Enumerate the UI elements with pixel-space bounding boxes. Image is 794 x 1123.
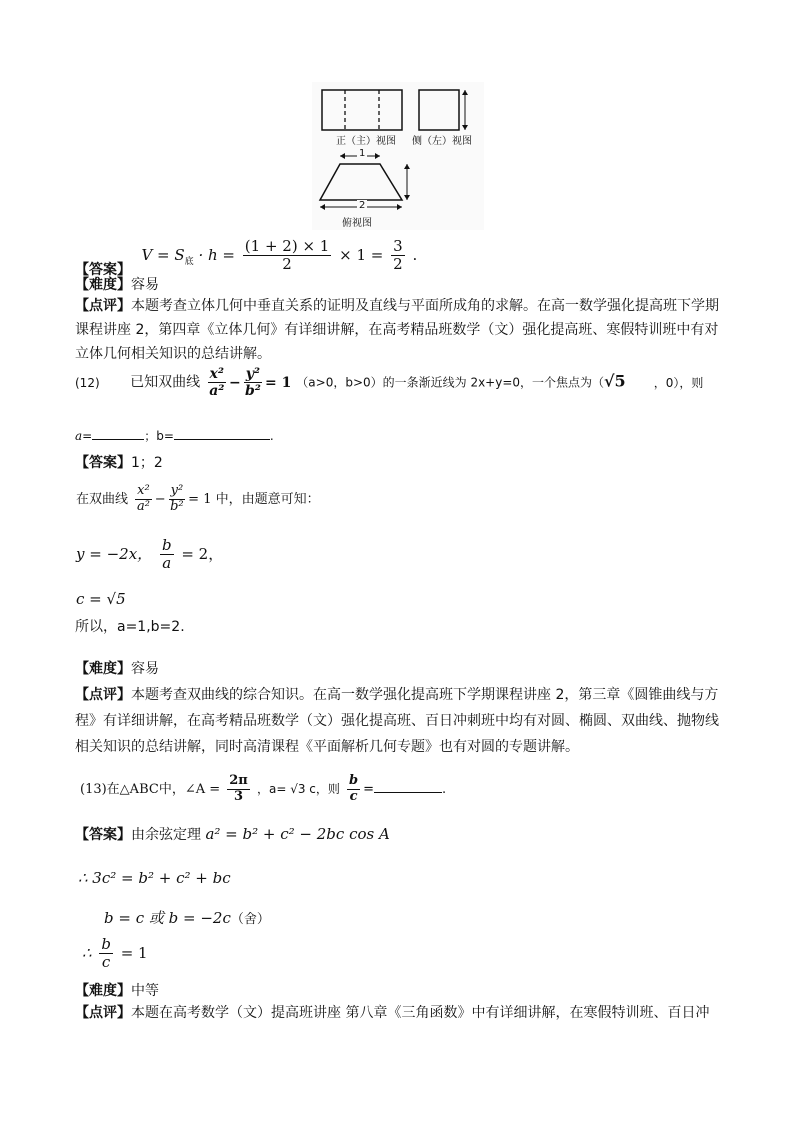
top-view-trapezoid (320, 164, 402, 200)
bottom-dim-arrow-left (320, 204, 325, 210)
q12-difficulty: 【难度】容易 (75, 661, 159, 677)
q13-comment: 【点评】本题在高考数学（文）提高班讲座 第八章《三角函数》中有详细讲解，在寒假特训班、百日冲 (75, 1005, 710, 1021)
q12-fill-line: a= ；b= . (75, 429, 274, 443)
side-view-label: 侧（左）视图 (412, 136, 472, 147)
hyperbola-equation: $\frac{\text{x²}}{\text{a²}}$ − $\frac{\text{y²}}{\text{b²}}$ = 1 (209, 366, 292, 400)
top-right-arrow-top (404, 164, 410, 169)
q13-stem: (13)在△ABC中，∠A = $\frac{2\pi}{3}$ ，a= √3 c，则 $\frac{b}{c}$ = . (80, 773, 447, 804)
q13-solution-line3: b = c 或 b = −2c（舍） (104, 909, 270, 927)
top-dim-arrow-left (340, 153, 345, 159)
q12-solution-line2: y = −2x， $\frac{b}{a}$ = 2， (76, 536, 224, 573)
front-view-rect (322, 90, 402, 130)
q13-difficulty: 【难度】中等 (75, 983, 159, 999)
q12-solution-line1: 在双曲线 $\frac{\text{x²}}{\text{a²}}$ − $\frac{\text{y²}}{\text{b²}}$ = 1 中，由题意可知： (76, 483, 320, 514)
top-right-arrow-bottom (404, 195, 410, 200)
q12-stem: (12) 已知双曲线 $\frac{\text{x²}}{\text{a²}}$ − $\frac{\text{y²}}{\text{b²}}$ = 1 （a>0，b>0）的一条渐近线为 2x+y=0，一个焦点为（√5 ，0），则 (75, 366, 704, 400)
volume-formula: $V = S_底 \cdot h$ = $\frac{(1 + 2) \times 1}{2}$ × 1 = $\frac{3}{2}$ . (141, 237, 418, 274)
question-number: (12) (75, 375, 100, 390)
q12-answer: 【答案】1；2 (75, 455, 163, 471)
q12-solution-line3: c = √5 (76, 590, 126, 608)
side-dim-arrow-bottom (462, 125, 468, 130)
q11-comment: 【点评】本题考查立体几何中垂直关系的证明及直线与平面所成角的求解。在高一数学强化提高班下学期课程讲座 2，第四章《立体几何》有详细讲解，在高考精品班数学（文）强化提高班、寒假特训班中有对立体几何相关知识的总结讲解。 (75, 298, 719, 362)
q11-answer-line (75, 237, 418, 278)
top-view-label: 俯视图 (342, 218, 372, 229)
bottom-dim-label: 2 (359, 200, 366, 211)
q13-solution-line4: ∴ $\frac{b}{c}$ = 1 (82, 935, 148, 972)
top-dim-arrow-right (375, 153, 380, 159)
q12-comment: 【点评】本题考查双曲线的综合知识。在高一数学强化提高班下学期课程讲座 2，第三章《圆锥曲线与方程》有详细讲解，在高考精品班数学（文）强化提高班、百日冲刺班中均有对圆、椭圆、双曲线、抛物线相关知识的总结讲解，同时高清课程《平面解析几何专题》也有对圆的专题讲解。 (75, 687, 719, 755)
q13-answer: 【答案】由余弦定理 a² = b² + c² − 2bc cos A (75, 825, 390, 843)
top-dim-label: 1 (359, 148, 366, 159)
side-dim-arrow-top (462, 90, 468, 95)
front-view-label: 正（主）视图 (336, 136, 396, 147)
q11-difficulty: 【难度】容易 (75, 277, 159, 293)
three-view-figure (312, 82, 484, 230)
three-view-drawing (312, 82, 484, 230)
bottom-dim-arrow-right (397, 204, 402, 210)
answer-tag: 【答案】 (75, 261, 131, 278)
side-view-rect (419, 90, 459, 130)
q13-solution-line2: ∴ 3c² = b² + c² + bc (78, 869, 231, 887)
q12-solution-line4: 所以，a=1,b=2. (75, 619, 185, 635)
